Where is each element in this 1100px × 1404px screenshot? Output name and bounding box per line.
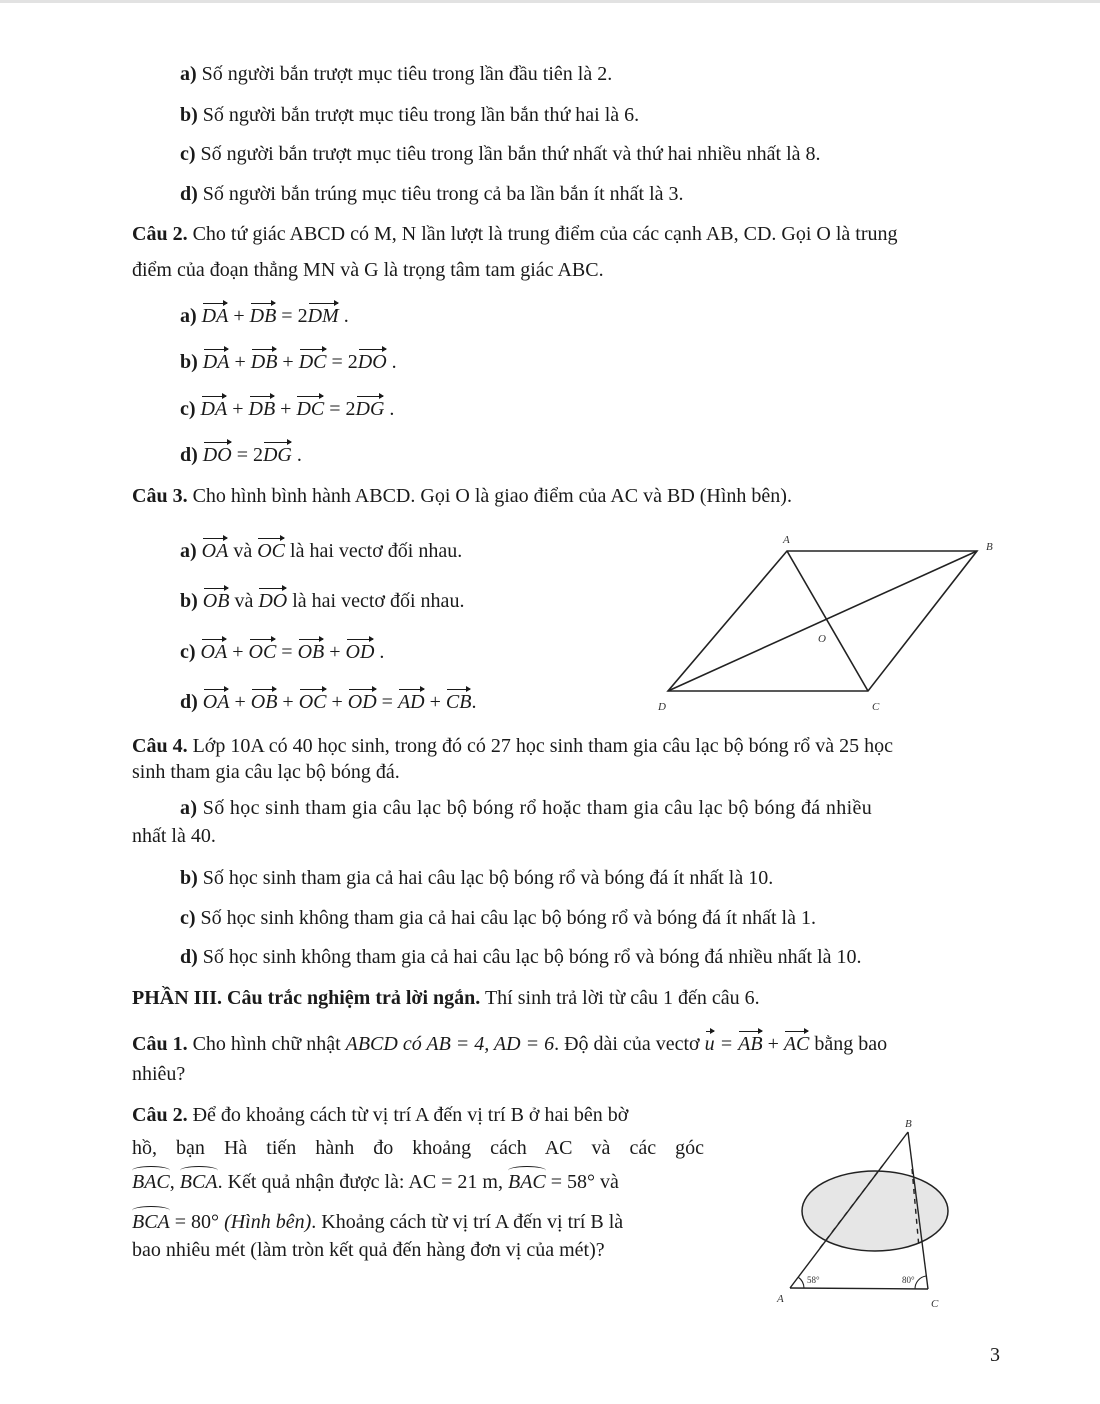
option-label: c) [180,907,196,929]
vertex-label-b: B [905,1118,912,1130]
vertex-label-a: A [777,1293,784,1305]
page-top-border [0,0,1100,3]
angle-arc-a [798,1277,804,1288]
diagonal-ac [787,551,868,691]
p3-cau2-line1 [132,1103,628,1127]
section-instructions: Thí sinh trả lời từ câu 1 đến câu 6. [480,987,760,1009]
question-math: ABCD có AB = 4, AD = 6 [345,1033,555,1055]
vector: DO [258,585,287,613]
option-label: c) [180,398,196,420]
option-text: Số học sinh tham gia câu lạc bộ bóng rổ hoặc tham gia câu lạc bộ bóng đá nhiều [197,797,873,819]
p3-cau2-line2: hồ, bạn Hà tiến hành đo khoảng cách AC và các góc [132,1137,704,1159]
page-number: 3 [990,1344,1000,1366]
option-label: c) [180,641,196,663]
option-label: b) [180,104,198,126]
option-text: Số người bắn trượt mục tiêu trong lần bắn thứ hai là 6. [197,104,640,126]
prev-option-b [180,103,639,127]
p3-cau2-line5: bao nhiêu mét (làm tròn kết quả đến hàng đơn vị của mét)? [132,1239,605,1261]
angle-notation: BAC [508,1166,546,1194]
cau4-stem-line2: sinh tham gia câu lạc bộ bóng đá. [132,761,400,783]
question-label: Câu 3. [132,485,188,507]
cau2-option-c: c) DA + DB + DC = 2DG . [180,393,394,421]
question-text: = 58° và [545,1171,619,1193]
angle-label-a: 58° [807,1275,820,1285]
vertex-label-b: B [986,541,993,553]
cau4-option-b [180,866,773,890]
option-label: b) [180,351,198,373]
cau2-stem-line1 [132,222,1010,246]
prev-option-c [180,142,821,166]
cau2-option-b: b) DA + DB + DC = 2DO . [180,346,397,374]
cau4-option-c [180,906,816,930]
p3-cau1-line1: Câu 1. Cho hình chữ nhật ABCD có AB = 4, AD = 6. Độ dài của vectơ u = AB + AC bằng bao [132,1028,887,1056]
section-title: PHẦN III. Câu trắc nghiệm trả lời ngắn. [132,987,481,1009]
question-label: Câu 2. [132,1104,188,1126]
option-label: b) [180,590,198,612]
lake-ellipse [802,1171,948,1251]
angle-arc-c [915,1276,926,1289]
cau3-option-d: d) OA + OB + OC + OD = AD + CB. [180,686,476,714]
option-text: Số học sinh tham gia cả hai câu lạc bộ bóng rổ và bóng đá ít nhất là 10. [197,867,774,889]
cau2-option-d: d) DO = 2DG . [180,439,302,467]
option-label: a) [180,63,197,85]
question-text: Cho tứ giác ABCD có M, N lần lượt là trung điểm của các cạnh AB, CD. Gọi O là trung [187,223,898,245]
segment-ac [790,1288,928,1289]
prev-option-a [180,62,612,86]
option-label: d) [180,946,198,968]
question-label: Câu 4. [132,735,188,757]
cau4-option-a-line2: nhất là 40. [132,825,216,847]
p3-cau2-line4 [132,1206,623,1234]
option-label: d) [180,691,198,713]
cau4-stem-line1 [132,734,893,758]
vertex-label-o: O [818,633,826,645]
option-label: a) [180,305,197,327]
question-text: bằng bao [809,1033,888,1055]
diagonal-bd [668,551,977,691]
question-text: Để đo khoảng cách từ vị trí A đến vị trí B ở hai bên bờ [187,1104,629,1126]
cau4-option-a-line1 [180,796,1010,820]
p3-cau2-line3: BAC, BCA. Kết quả nhận được là: AC = 21 m, BAC = 58° và [132,1166,619,1194]
option-label: b) [180,867,198,889]
prev-option-d [180,182,684,206]
vector: OA [202,535,229,563]
cau2-option-a: a) DA + DB = 2DM . [180,300,349,328]
cau4-option-d [180,945,862,969]
option-label: d) [180,183,198,205]
cau3-option-a [180,535,462,563]
option-label: a) [180,540,197,562]
question-text: . Độ dài của vectơ [554,1033,705,1055]
vertex-label-a: A [783,534,790,546]
option-text: Số người bắn trúng mục tiêu trong cả ba lần bắn ít nhất là 3. [197,183,684,205]
option-label: a) [180,797,198,819]
angle-notation: BCA [132,1206,170,1234]
option-text: Số người bắn trượt mục tiêu trong lần bắn thứ nhất và thứ hai nhiều nhất là 8. [195,143,821,165]
cau3-stem [132,484,792,508]
figure-reference: (Hình bên) [224,1211,312,1233]
option-text: là hai vectơ đối nhau. [287,590,465,612]
connector: và [229,590,259,612]
p3-cau1-line2: nhiêu? [132,1063,186,1085]
cau3-option-c: c) OA + OC = OB + OD . [180,636,384,664]
option-label: c) [180,143,196,165]
option-text: là hai vectơ đối nhau. [285,540,463,562]
vector: OC [257,535,285,563]
question-label: Câu 2. [132,223,188,245]
option-text: Số người bắn trượt mục tiêu trong lần đầu tiên là 2. [196,63,613,85]
option-text: Số học sinh không tham gia cả hai câu lạc bộ bóng rổ và bóng đá nhiều nhất là 10. [197,946,862,968]
question-text: . Khoảng cách từ vị trí A đến vị trí B là [311,1211,624,1233]
vector: OB [203,585,230,613]
vertex-label-c: C [931,1298,939,1310]
question-text: Cho hình chữ nhật [187,1033,346,1055]
connector: và [228,540,258,562]
cau2-stem-line2: điểm của đoạn thẳng MN và G là trọng tâm tam giác ABC. [132,259,604,281]
question-text: Lớp 10A có 40 học sinh, trong đó có 27 học sinh tham gia câu lạc bộ bóng rổ và 25 học [187,735,894,757]
question-text: . Kết quả nhận được là: AC = 21 m, [217,1171,503,1193]
question-label: Câu 1. [132,1033,188,1055]
vertex-label-c: C [872,701,880,713]
cau3-option-b [180,585,464,613]
option-text: Số học sinh không tham gia cả hai câu lạc bộ bóng rổ và bóng đá ít nhất là 1. [195,907,816,929]
option-label: d) [180,444,198,466]
vertex-label-d: D [658,701,666,713]
parallelogram-figure [650,530,1010,720]
section-heading [132,986,760,1010]
angle-label-c: 80° [902,1275,915,1285]
question-text: = 80° [169,1211,225,1233]
question-text: Cho hình bình hành ABCD. Gọi O là giao điểm của AC và BD (Hình bên). [187,485,792,507]
lake-figure [770,1112,970,1317]
